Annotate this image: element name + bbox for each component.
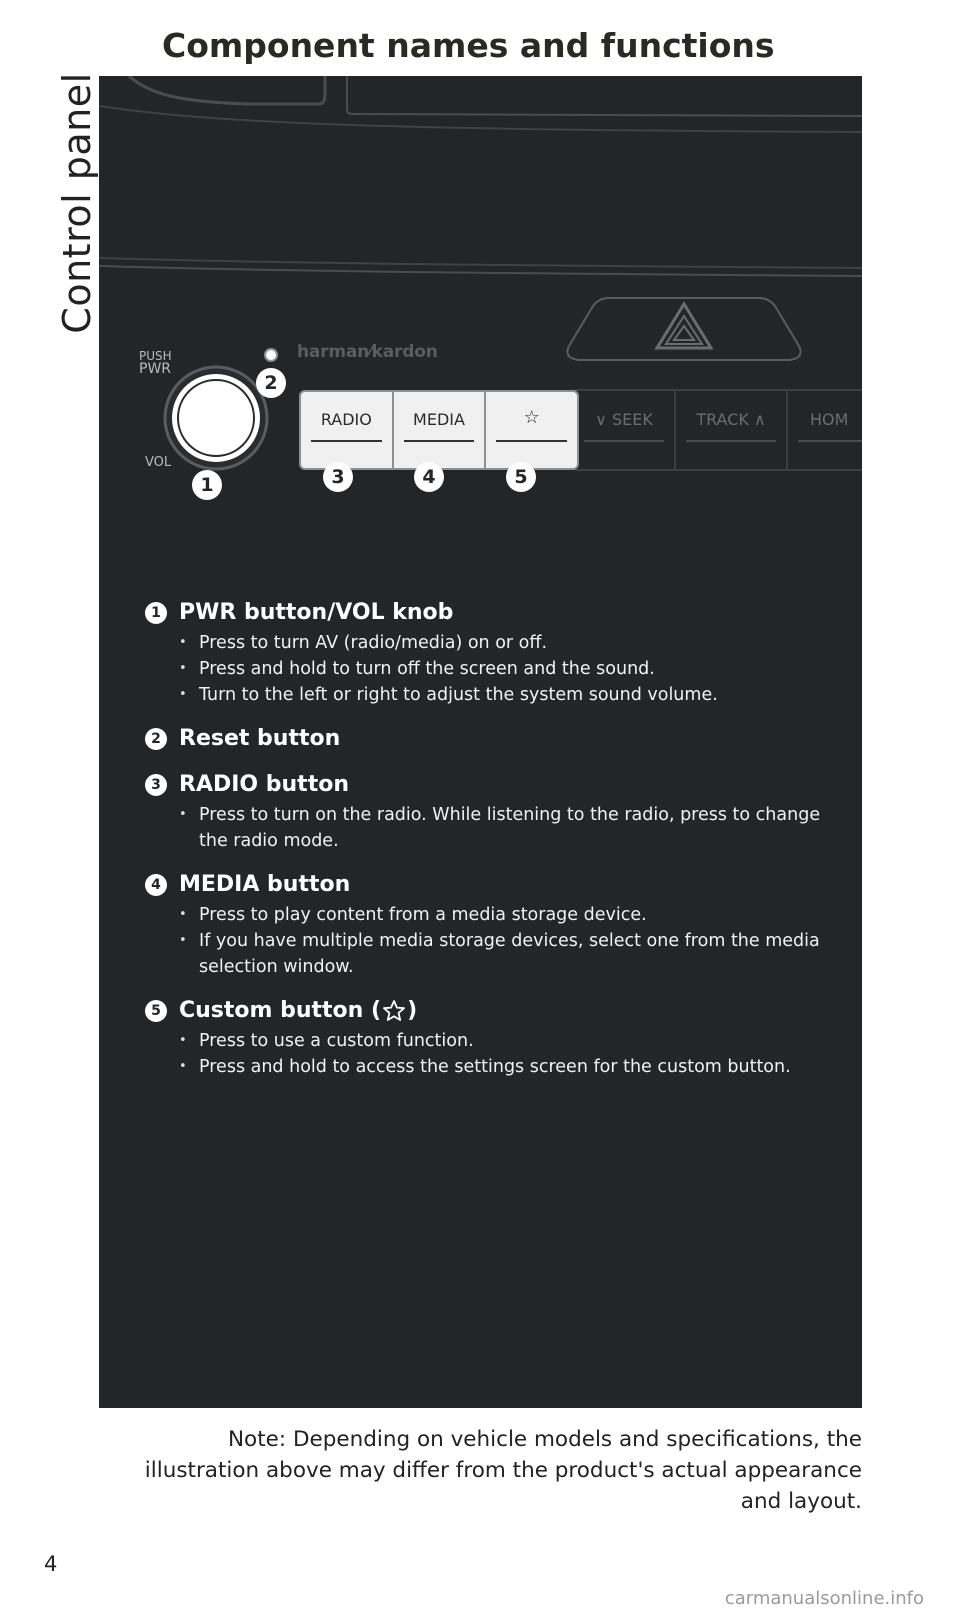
- item-radio: [145, 770, 845, 854]
- item-number: 2: [145, 728, 167, 750]
- callout-5: 5: [506, 462, 536, 492]
- bullet-item: • If you have multiple media storage devices, select one from the media selection window.: [179, 928, 845, 980]
- bullet-item: • Press to play content from a media storage device.: [179, 902, 845, 928]
- home-underline: [798, 440, 862, 442]
- section-label: [52, 72, 102, 334]
- component-descriptions: [145, 598, 845, 1096]
- item-title: Reset button: [179, 726, 341, 751]
- push-text: PUSH: [139, 349, 172, 363]
- item-title: RADIO button: [179, 772, 349, 797]
- item-number: 4: [145, 874, 167, 896]
- control-panel-illustration: [99, 76, 862, 1408]
- track-underline: [686, 440, 776, 442]
- item-number: 1: [145, 602, 167, 624]
- item-title: MEDIA button: [179, 872, 351, 897]
- custom-button-underline: [496, 440, 567, 442]
- radio-button[interactable]: [301, 392, 394, 468]
- callout-1: 1: [192, 470, 222, 500]
- item-reset: [145, 724, 845, 754]
- item-heading: [145, 996, 845, 1026]
- item-title-close: ): [407, 998, 418, 1023]
- media-button-underline: [404, 440, 475, 442]
- callout-3: 3: [323, 462, 353, 492]
- track-up-button[interactable]: [676, 390, 788, 470]
- item-media: [145, 870, 845, 980]
- push-pwr-label: [139, 350, 172, 376]
- reset-hole-art: [265, 349, 277, 361]
- page-number: 4: [44, 1552, 58, 1576]
- track-label: TRACK ∧: [696, 410, 766, 429]
- bullet-item: • Press and hold to turn off the screen and the sound.: [179, 656, 845, 682]
- custom-star-button[interactable]: [486, 392, 577, 468]
- watermark: carmanualsonline.info: [724, 1588, 924, 1609]
- item-number: 3: [145, 774, 167, 796]
- item-heading: [145, 724, 845, 754]
- item-title: PWR button/VOL knob: [179, 600, 454, 625]
- section-label-text: Control panel: [55, 72, 99, 334]
- seek-underline: [584, 440, 664, 442]
- hard-button-group: [299, 390, 579, 470]
- vol-label: VOL: [145, 455, 172, 470]
- hazard-icon: [657, 304, 711, 348]
- item-heading: [145, 598, 845, 628]
- item-custom: [145, 996, 845, 1080]
- bullet-item: • Press to turn AV (radio/media) on or off.: [179, 630, 845, 656]
- brand-logo: harman⁄kardon: [297, 342, 438, 362]
- bullet-item: • Press and hold to access the settings screen for the custom button.: [179, 1054, 845, 1080]
- bullet-list: [145, 630, 845, 708]
- item-heading: [145, 770, 845, 800]
- bullet-list: [145, 1028, 845, 1080]
- item-number: 5: [145, 1000, 167, 1022]
- bullet-item: • Turn to the left or right to adjust the system sound volume.: [179, 682, 845, 708]
- home-button[interactable]: [788, 390, 862, 470]
- bullet-list: [145, 802, 845, 854]
- star-icon: ☆: [523, 407, 540, 428]
- radio-button-underline: [311, 440, 382, 442]
- callout-2: 2: [256, 368, 286, 398]
- seek-label: ∨ SEEK: [595, 410, 653, 429]
- bullet-list: [145, 902, 845, 980]
- star-outline-icon: [382, 999, 406, 1023]
- pwr-vol-knob-art: [165, 367, 267, 469]
- media-button[interactable]: [394, 392, 487, 468]
- home-label: HOM: [810, 410, 849, 429]
- bullet-item: • Press to turn on the radio. While listening to the radio, press to change the radio mode.: [179, 802, 845, 854]
- seek-down-button[interactable]: [574, 390, 676, 470]
- item-heading: [145, 870, 845, 900]
- hazard-button-outline: [567, 298, 800, 360]
- bullet-item: • Press to use a custom function.: [179, 1028, 845, 1054]
- callout-4: 4: [414, 462, 444, 492]
- page-title: Component names and functions: [162, 26, 775, 65]
- pwr-text: PWR: [139, 361, 172, 377]
- radio-button-label: RADIO: [320, 410, 372, 429]
- item-pwr-vol: [145, 598, 845, 708]
- media-button-label: MEDIA: [413, 410, 465, 429]
- disclaimer-note: Note: Depending on vehicle models and specifications, the illustration above may differ from the product's actual appearance and layout.: [144, 1427, 862, 1514]
- item-title: Custom button (: [179, 998, 382, 1023]
